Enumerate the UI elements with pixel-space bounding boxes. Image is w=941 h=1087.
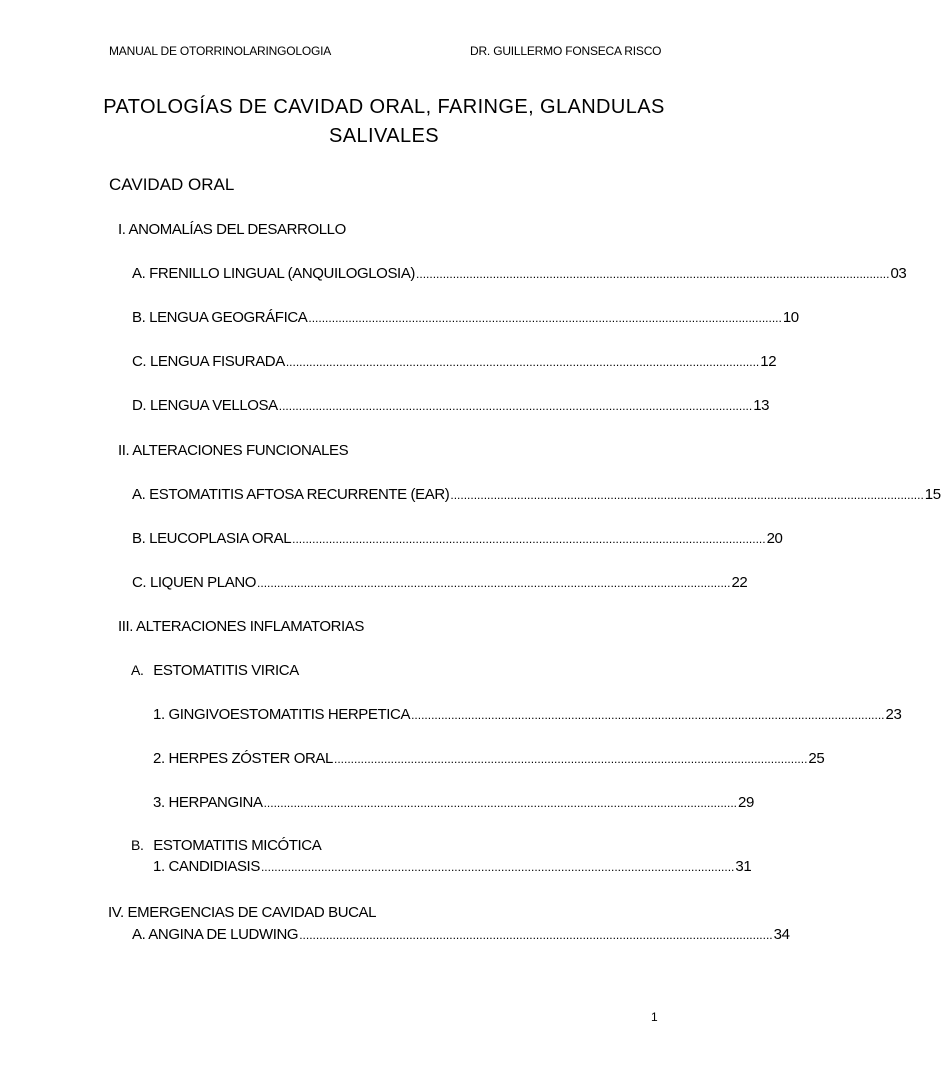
toc-entry[interactable] xyxy=(153,706,902,723)
toc-entry-page: 20 xyxy=(766,530,783,547)
subgroup-letter: A. xyxy=(131,662,144,678)
toc-leader-dots: .............................................................................................................................................. xyxy=(308,311,782,325)
toc-entry[interactable] xyxy=(132,926,790,943)
toc-leader-dots: .............................................................................................................................................. xyxy=(450,488,924,502)
subgroup-virica xyxy=(131,662,299,679)
toc-entry[interactable] xyxy=(132,530,783,547)
toc-leader-dots: .............................................................................................................................................. xyxy=(333,752,808,766)
section-heading: CAVIDAD ORAL xyxy=(109,175,235,194)
toc-entry[interactable] xyxy=(153,794,754,811)
toc-entry-page: 23 xyxy=(885,706,902,723)
toc-entry[interactable] xyxy=(153,750,825,767)
page-number: 1 xyxy=(651,1010,658,1024)
subgroup-micotica xyxy=(131,837,321,854)
page-title-line-1: PATOLOGÍAS DE CAVIDAD ORAL, FARINGE, GLANDULAS xyxy=(103,96,665,118)
toc-entry-page: 22 xyxy=(731,574,748,591)
toc-leader-dots: .............................................................................................................................................. xyxy=(416,267,890,281)
toc-leader-dots: .............................................................................................................................................. xyxy=(278,399,753,413)
toc-entry-page: 10 xyxy=(782,309,799,326)
toc-leader-dots: .............................................................................................................................................. xyxy=(285,355,760,369)
toc-entry[interactable] xyxy=(132,353,777,370)
group-heading-anomalias: I. ANOMALÍAS DEL DESARROLLO xyxy=(118,221,346,238)
toc-entry-page: 31 xyxy=(735,858,752,875)
toc-leader-dots: .............................................................................................................................................. xyxy=(299,928,773,942)
toc-leader-dots: .............................................................................................................................................. xyxy=(257,576,731,590)
toc-entry-page: 15 xyxy=(924,486,941,503)
toc-entry-page: 12 xyxy=(760,353,777,370)
toc-entry-label: A. ANGINA DE LUDWING xyxy=(132,926,299,943)
toc-entry-label: B. LEUCOPLASIA ORAL xyxy=(132,530,292,547)
toc-entry-label: 1. CANDIDIASIS xyxy=(153,858,260,875)
running-header-right: DR. GUILLERMO FONSECA RISCO xyxy=(470,44,662,58)
toc-entry-label: D. LENGUA VELLOSA xyxy=(132,397,278,414)
toc-entry-label: 2. HERPES ZÓSTER ORAL xyxy=(153,750,333,767)
group-heading-funcionales: II. ALTERACIONES FUNCIONALES xyxy=(118,442,349,459)
toc-leader-dots: .............................................................................................................................................. xyxy=(260,860,735,874)
toc-entry[interactable] xyxy=(132,265,907,282)
toc-leader-dots: .............................................................................................................................................. xyxy=(263,796,737,810)
toc-entry-label: C. LIQUEN PLANO xyxy=(132,574,257,591)
toc-entry-label: 1. GINGIVOESTOMATITIS HERPETICA xyxy=(153,706,411,723)
toc-entry[interactable] xyxy=(132,397,770,414)
page-title xyxy=(100,93,668,151)
toc-entry-page: 03 xyxy=(890,265,907,282)
toc-entry[interactable] xyxy=(132,486,941,503)
subgroup-label: ESTOMATITIS VIRICA xyxy=(153,662,299,679)
group-heading-inflamatorias: III. ALTERACIONES INFLAMATORIAS xyxy=(118,618,364,635)
group-heading-emergencias: IV. EMERGENCIAS DE CAVIDAD BUCAL xyxy=(108,904,377,921)
toc-entry-page: 13 xyxy=(753,397,770,414)
toc-leader-dots: .............................................................................................................................................. xyxy=(292,532,766,546)
toc-entry-label: C. LENGUA FISURADA xyxy=(132,353,285,370)
subgroup-letter: B. xyxy=(131,837,144,853)
toc-entry-page: 29 xyxy=(738,794,754,811)
toc-leader-dots: .............................................................................................................................................. xyxy=(411,708,885,722)
toc-entry-label: B. LENGUA GEOGRÁFICA xyxy=(132,309,308,326)
subgroup-label: ESTOMATITIS MICÓTICA xyxy=(153,837,322,854)
toc-entry-page: 25 xyxy=(808,750,825,767)
page-title-line-2: SALIVALES xyxy=(329,125,439,147)
toc-entry[interactable] xyxy=(132,574,748,591)
toc-entry-label: A. FRENILLO LINGUAL (ANQUILOGLOSIA) xyxy=(132,265,416,282)
toc-entry[interactable] xyxy=(132,309,799,326)
toc-entry[interactable] xyxy=(153,858,752,875)
running-header-left: MANUAL DE OTORRINOLARINGOLOGIA xyxy=(109,44,332,58)
toc-entry-label: A. ESTOMATITIS AFTOSA RECURRENTE (EAR) xyxy=(132,486,450,503)
toc-entry-page: 34 xyxy=(773,926,790,943)
toc-entry-label: 3. HERPANGINA xyxy=(153,794,263,811)
